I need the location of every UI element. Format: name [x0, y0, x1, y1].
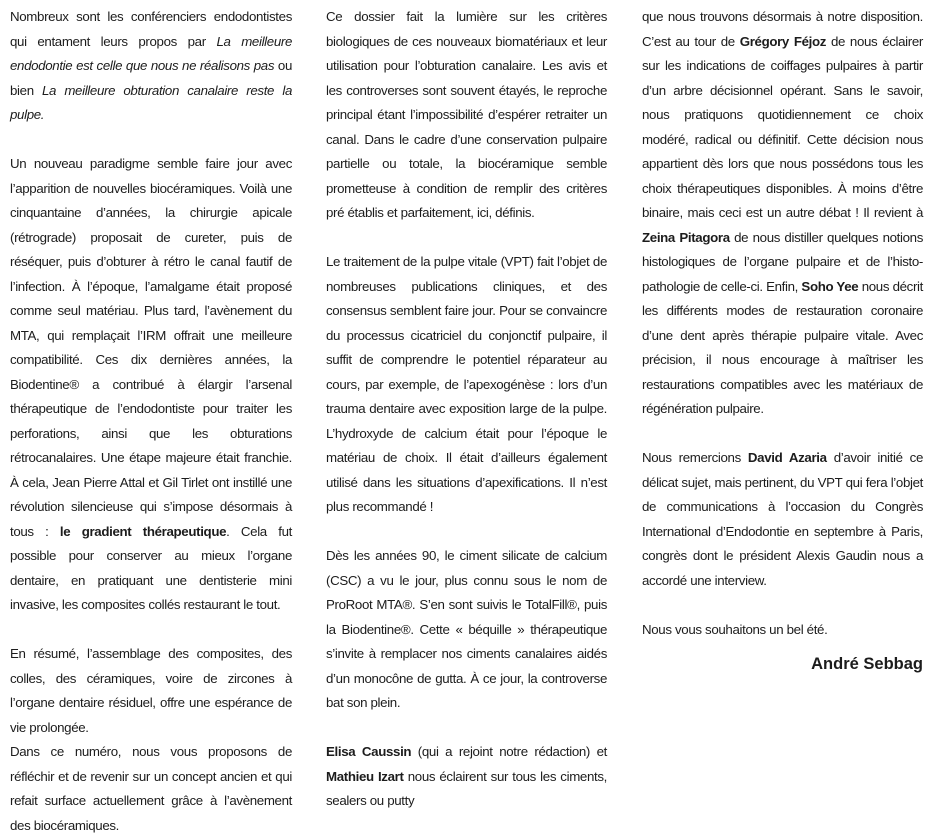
author-name: Grégory Féjoz — [739, 33, 827, 49]
highlight-gradient: le gradient thérapeutique — [59, 523, 227, 539]
author-name: Elisa Caussin — [326, 744, 412, 759]
paragraph-thanks: Nous remercions David Azaria d’avoir initié ce délicat sujet, mais pertinent, du VPT qui fera l’objet de communications à l’occasion du Congrès International d’Endodontie en septembre à Paris, congrès dont le président Alexis Gaudin nous a accordé une interview. — [642, 450, 923, 588]
paragraph-gap — [10, 128, 292, 153]
paragraph-issue: Dans ce numéro, nous vous proposons de réfléchir et de revenir sur un concept ancien et qui refait surface actuellement grâce à l’avènement des biocéramiques. — [10, 744, 292, 833]
author-name: David Azaria — [747, 450, 827, 465]
paragraph-closing: Nous vous souhaitons un bel été. — [642, 621, 828, 637]
paragraph-dossier: Ce dossier fait la lumière sur les critères biologiques de ces nouveaux biomatériaux et leur utilisation pour l’obturation canalaire. Les avis et les controverses sont souvent étayés, le reproche principal étant l’impossibilité d’espérer retraiter un canal. Dans le cadre d’une conservation pulpaire partielle ou totale, la biocéramique semble prometteuse à condition de remplir des critères pré établis et parfaitement, ici, définis. — [326, 9, 607, 220]
column-3 — [642, 5, 923, 677]
paragraph-gap — [642, 422, 923, 447]
quote-2: La meilleure obturation canalaire reste la pulpe. — [10, 82, 292, 122]
paragraph-gap — [326, 716, 607, 741]
author-name: Soho Yee — [801, 278, 859, 294]
paragraph-vpt: Le traitement de la pulpe vitale (VPT) fait l’objet de nombreuses publications cliniques, et des consensus semblent faire jour. Pour se convaincre du processus cicatriciel du conjonctif pulpaire, il suffit de comprendre le potentiel réparateur au cours, par exemple, de l’apexogénèse : lors d’un trauma dentaire avec exposition large de la pulpe. L’hydroxyde de calcium était pour l’époque le matériau de choix. Il était d’ailleurs également utilisé dans les situations d’apexifications. Il n’est plus recommandé ! — [326, 254, 607, 514]
paragraph-contributors: que nous trouvons désormais à notre disposition. C’est au tour de Grégory Féjoz de nous éclairer sur les indications de coiffages pulpaires à partir d’un arbre décisionnel opérant. Sans le savoir, nous pratiquons quotidiennement ce choix modéré, radical ou définitif. Cette décision nous appartient dès lors que nous possédons tous les choix thérapeutiques disponibles. À moins d’être binaire, mais ceci est un autre débat ! Il revient à Zeina Pitagora de nous distiller quelques notions histologiques de l’organe pulpaire et de l’histo-pathologie de celle-ci. Enfin, Soho Yee nous décrit les différents modes de restauration coronaire d’une dent après thérapie pulpaire vitale. Avec précision, il nous encourage à maîtriser les restaurations compatibles avec les matériaux de régénération pulpaire. — [642, 9, 923, 416]
quote-1: La meilleure endodontie est celle que nous ne réalisons pas — [10, 33, 293, 73]
column-2 — [326, 5, 607, 814]
paragraph-authors: Elisa Caussin (qui a rejoint notre rédaction) et Mathieu Izart nous éclairent sur tous les ciments, sealers ou putty — [326, 744, 608, 808]
paragraph-summary: En résumé, l’assemblage des composites, des colles, des céramiques, voire de zircones à l’organe dentaire résiduel, offre une espérance de vie prolongée. — [10, 646, 292, 735]
paragraph-csc: Dès les années 90, le ciment silicate de calcium (CSC) a vu le jour, plus connu sous le nom de ProRoot MTA®. S’en sont suivis le TotalFill®, puis la Biodentine®. Cette « béquille » thérapeutique s’invite à remplacer nos ciments canalaires aidés d’un monocône de gutta. À ce jour, la controverse bat son plein. — [326, 548, 607, 710]
paragraph-gap — [642, 593, 923, 618]
author-name: Zeina Pitagora — [642, 229, 730, 245]
signature: André Sebbag — [811, 655, 923, 673]
paragraph-intro: Nombreux sont les conférenciers endodontistes qui entament leurs propos par La meilleure endodontie est celle que nous ne réalisons pas ou bien La meilleure obturation canalaire reste la pulpe. — [10, 9, 293, 122]
paragraph-gap — [10, 618, 292, 643]
paragraph-gap — [326, 226, 607, 251]
author-name: Mathieu Izart — [326, 768, 404, 784]
paragraph-paradigm: Un nouveau paradigme semble faire jour avec l’apparition de nouvelles biocéramiques. Voilà une cinquantaine d’années, la chirurgie apicale (rétrograde) proposait de cureter, puis de réséquer, puis d’obturer à rétro le canal fautif de l’infection. À l’époque, l’amalgame était proposé comme seul matériau. Plus tard, l’avènement du MTA, qui remplaçait l’IRM offrait une meilleure compatibilité. Ces dix dernières années, la Biodentine® a contribué à élargir l’arsenal thérapeutique de l’endodontiste pour traiter les perforations, ainsi que les obturations rétrocanalaires. Une étape majeure était franchie. À cela, Jean Pierre Attal et Gil Tirlet ont instillé une révolution silencieuse qui s’impose désormais à tous : le gradient thérapeutique. Cela fut possible pour conserver au mieux l’organe dentaire, en pratiquant une dentisterie mini invasive, les composites collés restaurant le tout. — [10, 156, 292, 612]
paragraph-gap — [326, 520, 607, 545]
column-1 — [10, 5, 292, 838]
